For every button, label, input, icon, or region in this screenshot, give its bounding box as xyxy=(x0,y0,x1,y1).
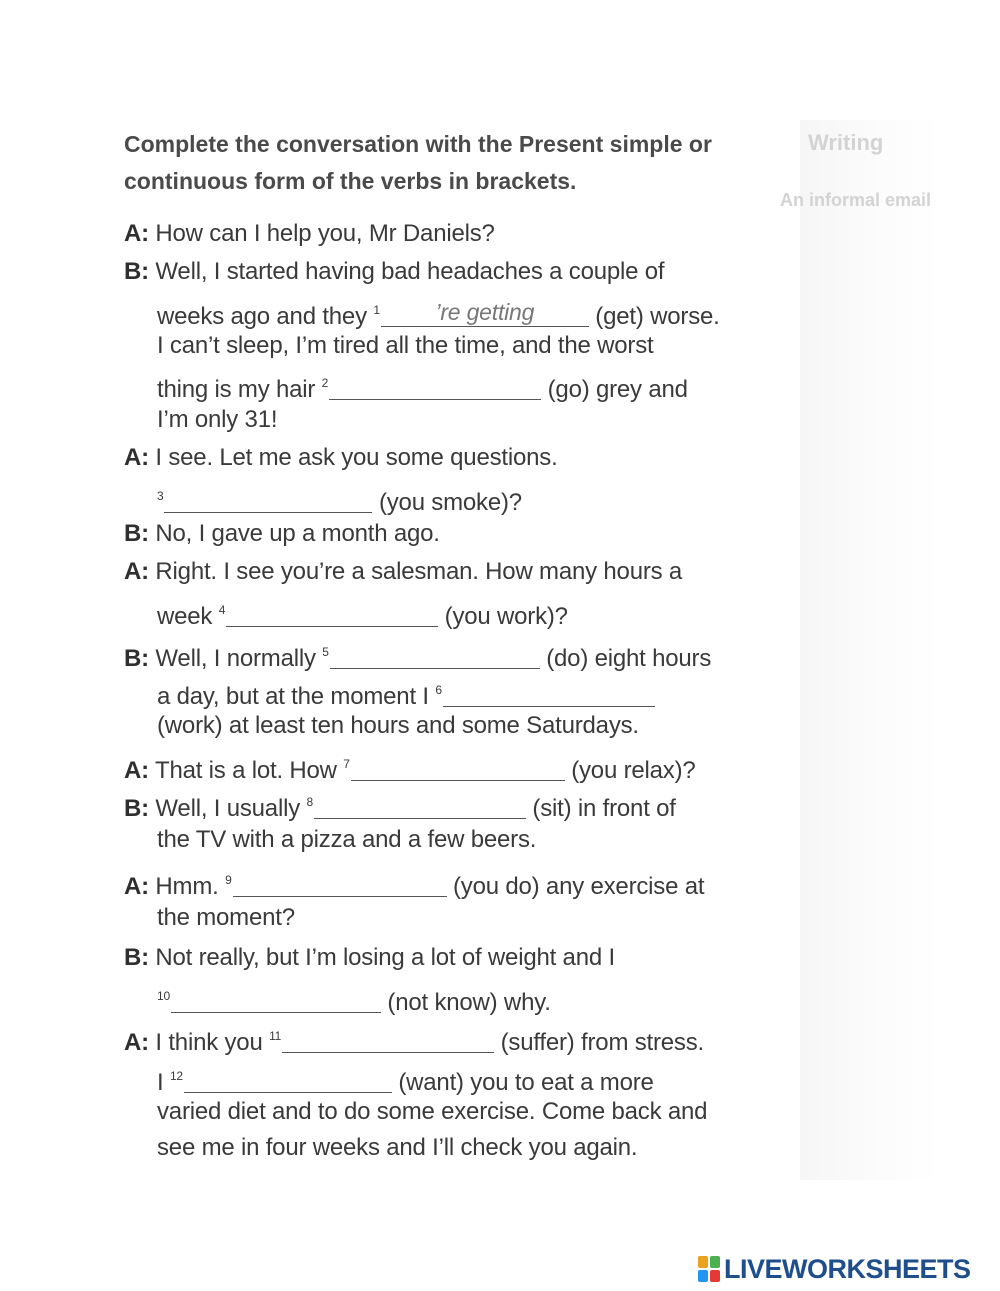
instructions-title: Complete the conversation with the Present simple or continuous form of the verbs in brackets. xyxy=(124,131,712,194)
answer-blank-10[interactable] xyxy=(171,986,381,1013)
speaker-label: B: xyxy=(124,645,149,672)
line-text: Not really, but I’m losing a lot of weight and I xyxy=(155,944,615,971)
line-text: (sit) in front of xyxy=(525,795,676,822)
line-text: (suffer) from stress. xyxy=(494,1029,704,1056)
dialogue-line xyxy=(124,784,676,827)
line-text: (you do) any exercise at xyxy=(446,873,705,900)
line-text: (not know) why. xyxy=(380,989,551,1016)
line-text: I think you xyxy=(155,1029,270,1056)
dialogue-line xyxy=(124,862,704,905)
dialogue-line xyxy=(124,554,682,590)
speaker-label: A: xyxy=(124,220,149,247)
line-text: I see. Let me ask you some questions. xyxy=(155,444,558,471)
line-text: That is a lot. How xyxy=(154,757,344,784)
gap-number: 10 xyxy=(157,989,170,1003)
answer-blank-12[interactable] xyxy=(184,1066,392,1093)
dialogue-line xyxy=(157,402,277,438)
line-text: (you work)? xyxy=(438,603,568,630)
speaker-label: A: xyxy=(124,444,149,471)
gap-number: 8 xyxy=(306,795,313,809)
answer-blank-7[interactable] xyxy=(351,754,565,781)
speaker-label: A: xyxy=(124,558,149,585)
answer-blank-3[interactable] xyxy=(164,486,372,513)
line-text: I’m only 31! xyxy=(157,406,278,433)
dialogue-line xyxy=(157,708,639,744)
line-text: (you relax)? xyxy=(564,757,696,784)
dialogue-line xyxy=(157,900,295,936)
bleed-heading-2: An informal email xyxy=(780,190,932,210)
answer-blank-9[interactable] xyxy=(233,870,447,897)
line-text: the TV with a pizza and a few beers. xyxy=(157,826,537,853)
logo-text: LIVEWORKSHEETS xyxy=(724,1253,971,1284)
answer-blank-11[interactable] xyxy=(282,1026,494,1053)
speaker-label: B: xyxy=(124,520,149,547)
answer-blank-1[interactable] xyxy=(381,300,589,327)
gap-number: 1 xyxy=(373,303,380,317)
dialogue-line xyxy=(157,592,568,635)
line-text: Well, I started having bad headaches a couple of xyxy=(155,258,665,285)
gap-number: 5 xyxy=(322,645,329,659)
speaker-label: B: xyxy=(124,795,149,822)
line-text: I xyxy=(157,1069,170,1096)
dialogue-line xyxy=(124,216,495,252)
gap-number: 4 xyxy=(218,603,226,617)
line-text: week xyxy=(157,603,219,630)
logo-icon xyxy=(698,1256,720,1282)
line-text: (do) eight hours xyxy=(539,645,712,672)
dialogue-line xyxy=(124,940,615,976)
line-text: I can’t sleep, I’m tired all the time, and the worst xyxy=(157,332,654,359)
line-text: Well, I usually xyxy=(155,795,307,822)
line-text: Hmm. xyxy=(155,873,226,900)
dialogue-line xyxy=(157,1094,707,1130)
dialogue-line xyxy=(124,440,558,476)
answer-blank-6[interactable] xyxy=(443,680,655,707)
line-text: varied diet and to do some exercise. Come back and xyxy=(157,1098,708,1125)
facing-page-bleed xyxy=(780,120,940,1180)
line-text: (work) at least ten hours and some Saturdays. xyxy=(157,712,639,739)
line-text: see me in four weeks and I’ll check you again. xyxy=(157,1134,638,1161)
gap-number: 9 xyxy=(225,873,232,887)
line-text: (want) you to eat a more xyxy=(391,1069,654,1096)
line-text: Well, I normally xyxy=(155,645,323,672)
line-text: a day, but at the moment I xyxy=(157,683,436,710)
liveworksheets-logo xyxy=(698,1254,971,1284)
gap-number: 12 xyxy=(169,1069,183,1083)
line-text: the moment? xyxy=(157,904,295,931)
speaker-label: B: xyxy=(124,258,149,285)
speaker-label: A: xyxy=(124,757,149,784)
line-text: (get) worse. xyxy=(588,303,720,330)
bleed-heading-1: Writing xyxy=(808,130,884,155)
speaker-label: A: xyxy=(124,873,149,900)
gap-number: 2 xyxy=(321,376,329,390)
answer-blank-2[interactable] xyxy=(329,373,541,400)
line-text: Right. I see you’re a salesman. How many hours a xyxy=(155,558,683,585)
dialogue-line xyxy=(124,254,664,290)
answer-text: ’re getting xyxy=(435,299,535,325)
line-text: How can I help you, Mr Daniels? xyxy=(155,220,495,247)
answer-blank-5[interactable] xyxy=(330,642,540,669)
dialogue-line xyxy=(157,978,551,1021)
speaker-label: B: xyxy=(124,944,149,971)
gap-number: 3 xyxy=(157,489,164,503)
dialogue-line xyxy=(124,516,440,552)
gap-number: 7 xyxy=(343,757,350,771)
dialogue-line xyxy=(124,634,711,677)
dialogue-line xyxy=(124,746,696,789)
dialogue-line xyxy=(157,328,654,364)
speaker-label: A: xyxy=(124,1029,149,1056)
dialogue-line xyxy=(124,1018,704,1061)
answer-blank-8[interactable] xyxy=(314,792,526,819)
line-text: (you smoke)? xyxy=(372,489,522,516)
dialogue-line xyxy=(157,822,536,858)
line-text: No, I gave up a month ago. xyxy=(155,520,440,547)
dialogue-line xyxy=(157,478,522,521)
gap-number: 6 xyxy=(435,683,442,697)
gap-number: 11 xyxy=(269,1029,282,1043)
answer-blank-4[interactable] xyxy=(226,600,438,627)
line-text: (go) grey and xyxy=(541,376,688,403)
line-text: weeks ago and they xyxy=(157,303,374,330)
line-text: thing is my hair xyxy=(157,376,322,403)
dialogue-line xyxy=(157,1130,637,1166)
